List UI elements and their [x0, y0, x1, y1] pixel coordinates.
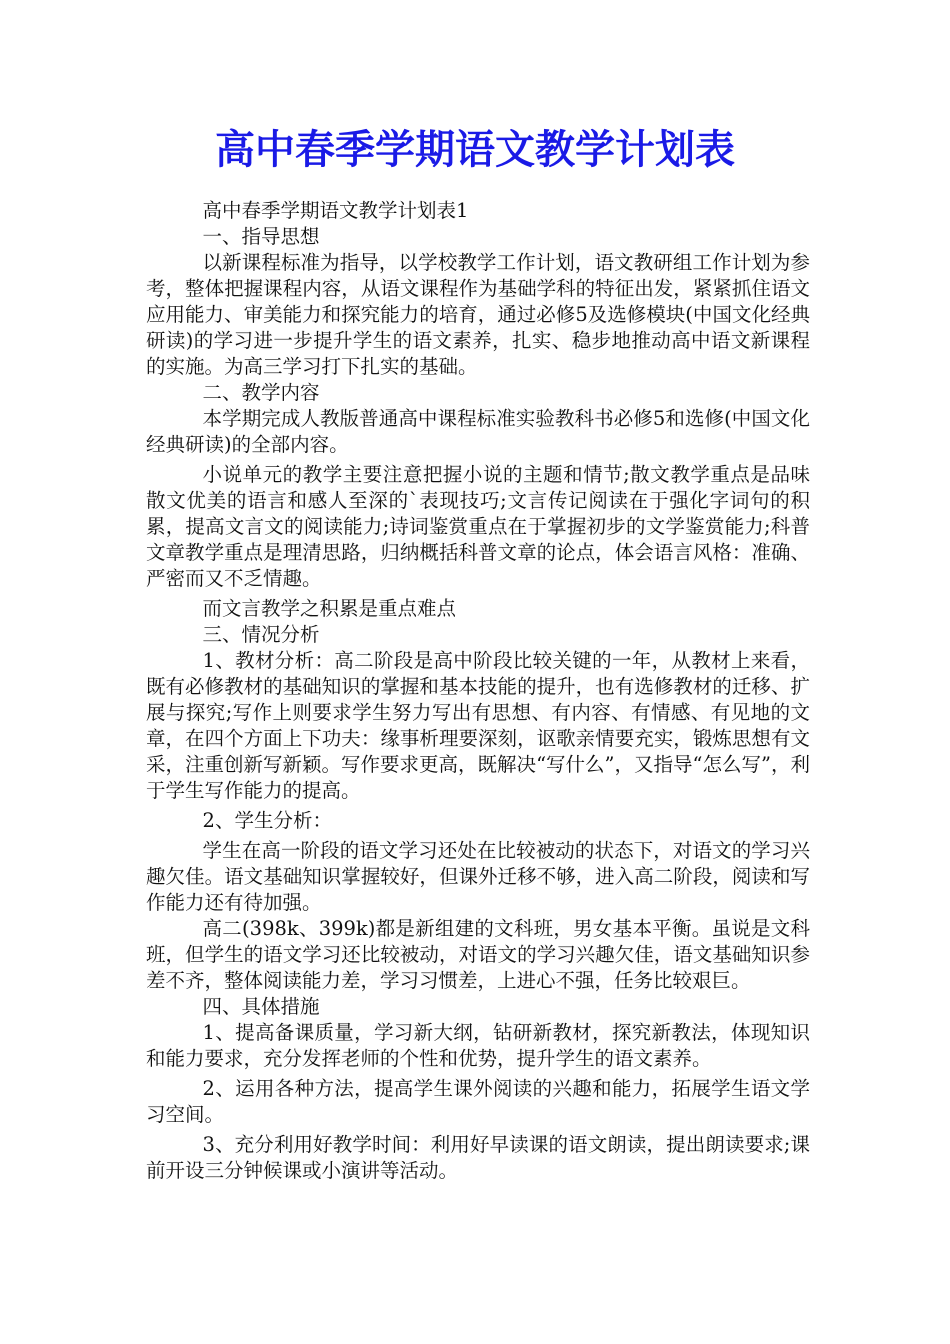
paragraph-guiding-ideology: 以新课程标准为指导，以学校教学工作计划，语文教研组工作计划为参考，整体把握课程内容，从语文课程作为基础学科的特征出发，紧紧抓住语文应用能力、审美能力和探究能力的培育，通过必修5及选修模块(中国文化经典研读)的学习进一步提升学生的语文素养，扎实、稳步地推动高中语文新课程的实施。为高三学习打下扎实的基础。 — [146, 251, 810, 378]
paragraph-subtitle: 高中春季学期语文教学计划表1 — [202, 199, 469, 222]
paragraph-textbook-analysis: 1、教材分析：高二阶段是高中阶段比较关键的一年，从教材上来看，既有必修教材的基础知识的掌握和基本技能的提升，也有选修教材的迁移、扩展与探究;写作上则要求学生努力写出有思想、有内容、有情感、有见地的文章，在四个方面上下功夫：缘事析理要深刻，讴歌亲情要充实，锻炼思想有文采，注重创新写新颖。写作要求更高，既解决“写什么”，又指导“怎么写”，利于学生写作能力的提高。 — [146, 649, 810, 802]
paragraph-classical-focus: 而文言教学之积累是重点难点 — [202, 597, 457, 620]
paragraph-measure-3: 3、充分利用好教学时间：利用好早读课的语文朗读，提出朗读要求;课前开设三分钟候课或小演讲等活动。 — [146, 1133, 810, 1182]
document-body — [146, 198, 810, 1184]
heading-situation-analysis: 三、情况分析 — [202, 623, 320, 646]
heading-student-analysis: 2、学生分析： — [202, 809, 332, 832]
document-title: 高中春季学期语文教学计划表 — [215, 126, 735, 173]
paragraph-teaching-content: 本学期完成人教版普通高中课程标准实验教科书必修5和选修(中国文化经典研读)的全部内容。 — [146, 407, 810, 456]
paragraph-class-analysis: 高二(398k、399k)都是新组建的文科班，男女基本平衡。虽说是文科班，但学生的语文学习还比较被动，对语文的学习兴趣欠佳，语文基础知识参差不齐，整体阅读能力差，学习习惯差，上进心不强，任务比较艰巨。 — [146, 917, 810, 992]
paragraph-unit-focus: 小说单元的教学主要注意把握小说的主题和情节;散文教学重点是品味散文优美的语言和感人至深的`表现技巧;文言传记阅读在于强化字词句的积累，提高文言文的阅读能力;诗词鉴赏重点在于掌握初步的文学鉴赏能力;科普文章教学重点是理清思路，归纳概括科普文章的论点，体会语言风格：准确、严密而又不乏情趣。 — [146, 463, 810, 590]
paragraph-student-analysis: 学生在高一阶段的语文学习还处在比较被动的状态下，对语文的学习兴趣欠佳。语文基础知识掌握较好，但课外迁移不够，进入高二阶段，阅读和写作能力还有待加强。 — [146, 839, 810, 914]
heading-guiding-ideology: 一、指导思想 — [202, 225, 320, 248]
heading-teaching-content: 二、教学内容 — [202, 381, 320, 404]
paragraph-measure-2: 2、运用各种方法，提高学生课外阅读的兴趣和能力，拓展学生语文学习空间。 — [146, 1077, 810, 1126]
heading-specific-measures: 四、具体措施 — [202, 995, 320, 1018]
paragraph-measure-1: 1、提高备课质量，学习新大纲，钻研新教材，探究新教法，体现知识和能力要求，充分发挥老师的个性和优势，提升学生的语文素养。 — [146, 1021, 810, 1070]
